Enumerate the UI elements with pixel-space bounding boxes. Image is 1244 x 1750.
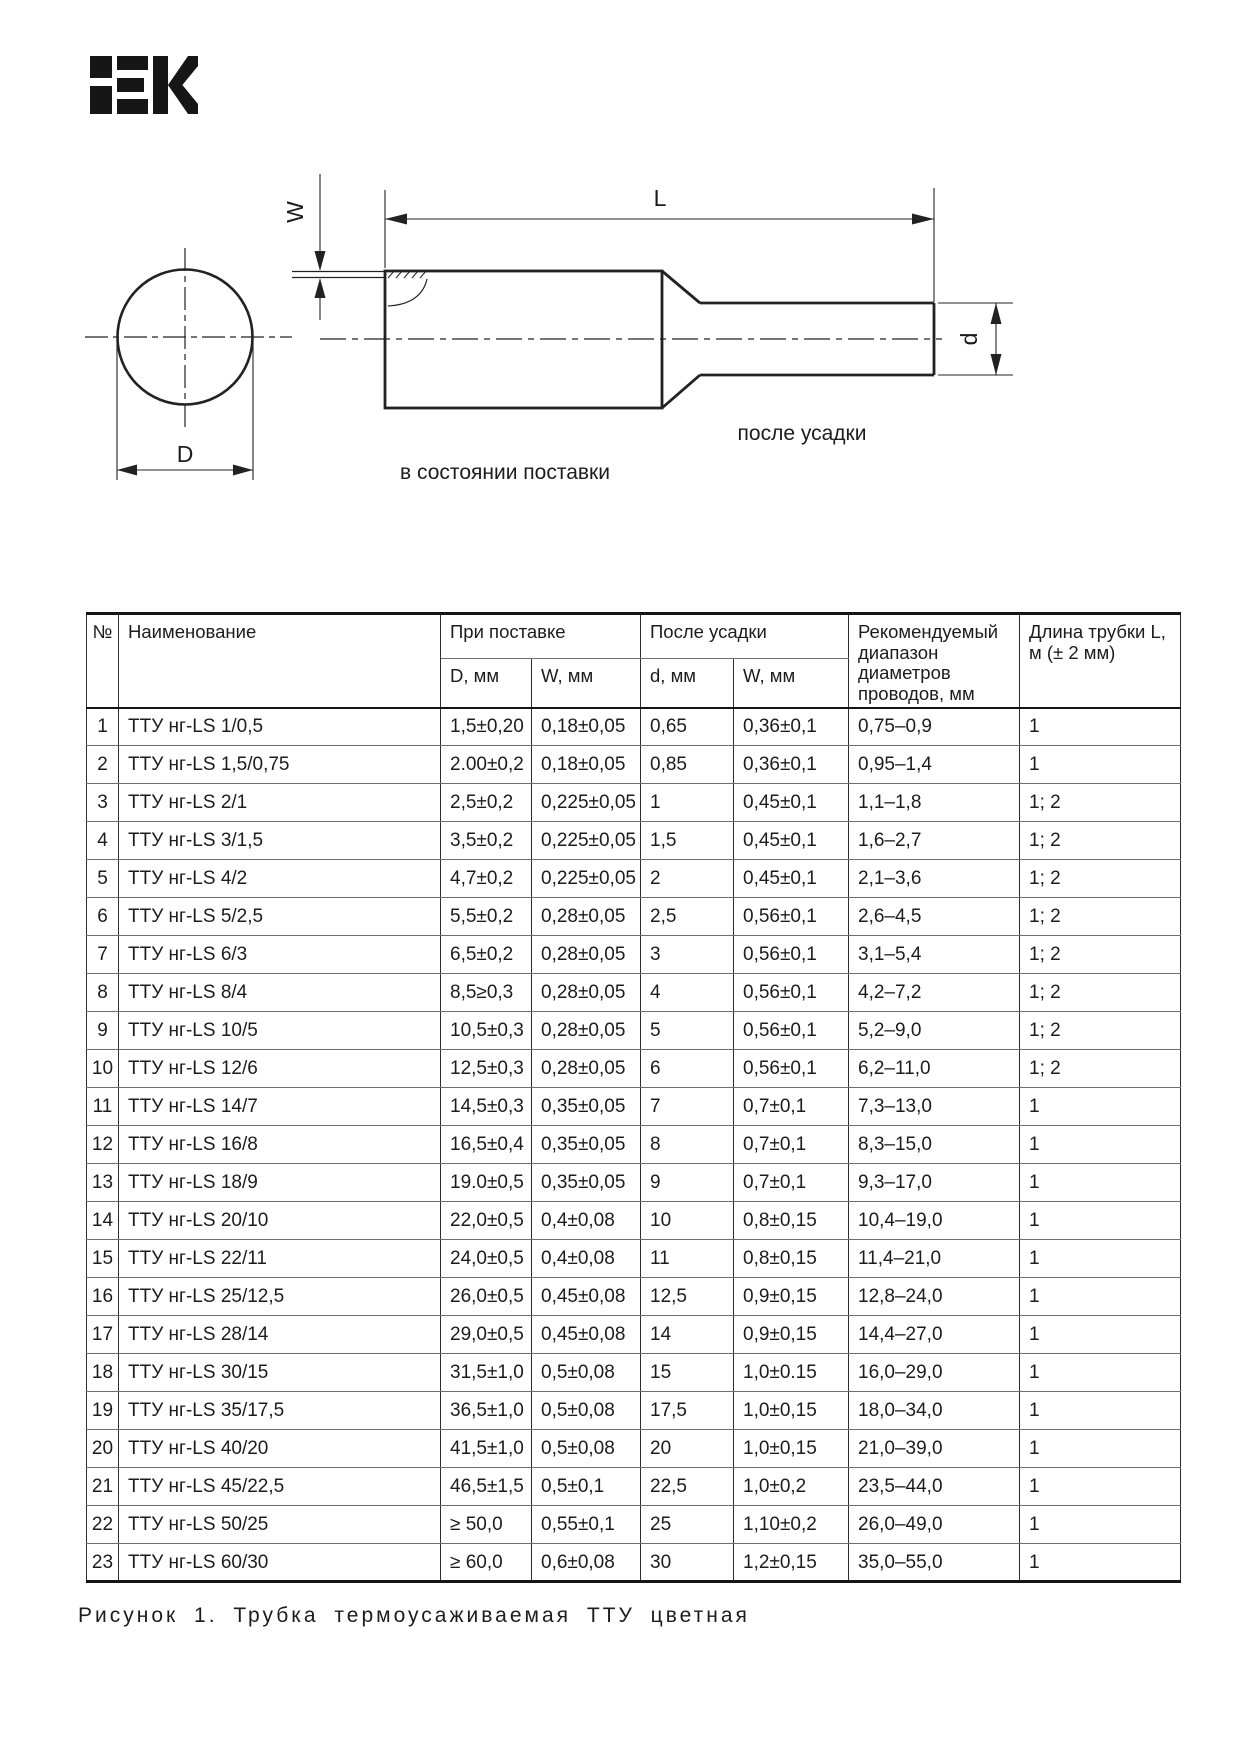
wire-range-value: 1,6–2,7: [849, 822, 1020, 860]
shrunk-w-value: 0,56±0,1: [734, 1012, 849, 1050]
supply-w-value: 0,4±0,08: [532, 1240, 641, 1278]
supply-w-value: 0,5±0,08: [532, 1392, 641, 1430]
wire-range-value: 16,0–29,0: [849, 1354, 1020, 1392]
tube-length-value: 1: [1020, 1164, 1181, 1202]
supply-w-value: 0,18±0,05: [532, 708, 641, 746]
tube-length-value: 1; 2: [1020, 860, 1181, 898]
header-shrunk-d: d, мм: [641, 659, 734, 708]
shrunk-d-value: 25: [641, 1506, 734, 1544]
wire-range-value: 10,4–19,0: [849, 1202, 1020, 1240]
row-number: 7: [87, 936, 119, 974]
product-name: ТТУ нг-LS 18/9: [119, 1164, 441, 1202]
table-row: [87, 1240, 1181, 1278]
supply-w-value: 0,225±0,05: [532, 860, 641, 898]
shrunk-d-value: 1: [641, 784, 734, 822]
supply-d-value: 29,0±0,5: [441, 1316, 532, 1354]
product-name: ТТУ нг-LS 35/17,5: [119, 1392, 441, 1430]
shrunk-w-value: 0,8±0,15: [734, 1240, 849, 1278]
shrunk-d-value: 2: [641, 860, 734, 898]
shrunk-d-value: 6: [641, 1050, 734, 1088]
shrunk-d-value: 3: [641, 936, 734, 974]
dim-label-l: L: [653, 185, 667, 211]
shrunk-w-value: 1,2±0,15: [734, 1544, 849, 1582]
product-name: ТТУ нг-LS 8/4: [119, 974, 441, 1012]
supply-w-value: 0,28±0,05: [532, 936, 641, 974]
wire-range-value: 3,1–5,4: [849, 936, 1020, 974]
shrunk-d-value: 20: [641, 1430, 734, 1468]
tube-length-value: 1: [1020, 1544, 1181, 1582]
shrunk-w-value: 1,0±0,15: [734, 1392, 849, 1430]
shrunk-d-value: 4: [641, 974, 734, 1012]
supply-w-value: 0,225±0,05: [532, 822, 641, 860]
shrunk-d-value: 0,85: [641, 746, 734, 784]
supply-w-value: 0,5±0,1: [532, 1468, 641, 1506]
table-row: [87, 1316, 1181, 1354]
header-supply-w: W, мм: [532, 659, 641, 708]
product-name: ТТУ нг-LS 12/6: [119, 1050, 441, 1088]
shrunk-w-value: 1,0±0,15: [734, 1430, 849, 1468]
shrunk-d-value: 2,5: [641, 898, 734, 936]
shrunk-w-value: 0,56±0,1: [734, 974, 849, 1012]
shrunk-d-value: 17,5: [641, 1392, 734, 1430]
shrunk-d-value: 12,5: [641, 1278, 734, 1316]
table-row: [87, 936, 1181, 974]
tube-length-value: 1; 2: [1020, 898, 1181, 936]
supply-d-value: 4,7±0,2: [441, 860, 532, 898]
iek-logo-graphic: [90, 56, 198, 114]
label-after-shrink: после усадки: [737, 422, 867, 445]
tube-length-value: 1: [1020, 1430, 1181, 1468]
product-name: ТТУ нг-LS 3/1,5: [119, 822, 441, 860]
shrunk-w-value: 0,45±0,1: [734, 860, 849, 898]
wire-range-value: 7,3–13,0: [849, 1088, 1020, 1126]
supply-w-value: 0,28±0,05: [532, 1012, 641, 1050]
header-supply-d: D, мм: [441, 659, 532, 708]
shrunk-w-value: 1,0±0,2: [734, 1468, 849, 1506]
row-number: 22: [87, 1506, 119, 1544]
shrunk-w-value: 0,8±0,15: [734, 1202, 849, 1240]
header-shrunk-w: W, мм: [734, 659, 849, 708]
supply-w-value: 0,55±0,1: [532, 1506, 641, 1544]
row-number: 9: [87, 1012, 119, 1050]
wire-range-value: 18,0–34,0: [849, 1392, 1020, 1430]
supply-d-value: 24,0±0,5: [441, 1240, 532, 1278]
table-row: [87, 1126, 1181, 1164]
product-name: ТТУ нг-LS 10/5: [119, 1012, 441, 1050]
supply-d-value: 8,5≥0,3: [441, 974, 532, 1012]
row-number: 5: [87, 860, 119, 898]
supply-w-value: 0,28±0,05: [532, 898, 641, 936]
supply-w-value: 0,45±0,08: [532, 1316, 641, 1354]
header-after-shrink: После усадки: [641, 614, 849, 659]
table-row: [87, 898, 1181, 936]
dim-label-w: W: [282, 201, 308, 223]
supply-w-value: 0,6±0,08: [532, 1544, 641, 1582]
product-name: ТТУ нг-LS 6/3: [119, 936, 441, 974]
supply-d-value: 19.0±0,5: [441, 1164, 532, 1202]
shrunk-w-value: 0,56±0,1: [734, 936, 849, 974]
tube-length-value: 1: [1020, 1354, 1181, 1392]
tube-length-value: 1: [1020, 1468, 1181, 1506]
tube-length-value: 1; 2: [1020, 1012, 1181, 1050]
tube-length-value: 1: [1020, 708, 1181, 746]
row-number: 6: [87, 898, 119, 936]
figure-caption: Рисунок 1. Трубка термоусаживаемая ТТУ цветная: [78, 1604, 750, 1627]
shrunk-d-value: 8: [641, 1126, 734, 1164]
spec-table-body: [87, 708, 1181, 1582]
table-row: [87, 1088, 1181, 1126]
row-number: 15: [87, 1240, 119, 1278]
tube-length-value: 1; 2: [1020, 936, 1181, 974]
shrunk-w-value: 0,36±0,1: [734, 746, 849, 784]
wire-range-value: 9,3–17,0: [849, 1164, 1020, 1202]
supply-d-value: 26,0±0,5: [441, 1278, 532, 1316]
row-number: 14: [87, 1202, 119, 1240]
shrunk-d-value: 14: [641, 1316, 734, 1354]
wire-range-value: 21,0–39,0: [849, 1430, 1020, 1468]
table-row: [87, 860, 1181, 898]
supply-d-value: 1,5±0,20: [441, 708, 532, 746]
row-number: 1: [87, 708, 119, 746]
supply-w-value: 0,225±0,05: [532, 784, 641, 822]
table-row: [87, 746, 1181, 784]
shrunk-w-value: 0,56±0,1: [734, 898, 849, 936]
shrunk-w-value: 0,36±0,1: [734, 708, 849, 746]
row-number: 21: [87, 1468, 119, 1506]
row-number: 8: [87, 974, 119, 1012]
table-row: [87, 784, 1181, 822]
tube-length-value: 1: [1020, 1202, 1181, 1240]
row-number: 20: [87, 1430, 119, 1468]
supply-d-value: 5,5±0,2: [441, 898, 532, 936]
tube-length-value: 1: [1020, 746, 1181, 784]
shrunk-w-value: 0,56±0,1: [734, 1050, 849, 1088]
wire-range-value: 0,75–0,9: [849, 708, 1020, 746]
table-row: [87, 708, 1181, 746]
product-name: ТТУ нг-LS 40/20: [119, 1430, 441, 1468]
row-number: 10: [87, 1050, 119, 1088]
supply-d-value: 10,5±0,3: [441, 1012, 532, 1050]
tube-length-value: 1; 2: [1020, 1050, 1181, 1088]
product-name: ТТУ нг-LS 50/25: [119, 1506, 441, 1544]
table-row: [87, 1468, 1181, 1506]
supply-d-value: 3,5±0,2: [441, 822, 532, 860]
spec-table-container: [86, 612, 1180, 1583]
supply-d-value: ≥ 50,0: [441, 1506, 532, 1544]
product-name: ТТУ нг-LS 5/2,5: [119, 898, 441, 936]
supply-d-value: 14,5±0,3: [441, 1088, 532, 1126]
shrunk-d-value: 1,5: [641, 822, 734, 860]
supply-w-value: 0,35±0,05: [532, 1088, 641, 1126]
iek-logo: [90, 56, 198, 114]
supply-w-value: 0,5±0,08: [532, 1354, 641, 1392]
row-number: 2: [87, 746, 119, 784]
wire-range-value: 2,6–4,5: [849, 898, 1020, 936]
supply-d-value: 12,5±0,3: [441, 1050, 532, 1088]
table-row: [87, 1012, 1181, 1050]
shrunk-d-value: 11: [641, 1240, 734, 1278]
wire-range-value: 2,1–3,6: [849, 860, 1020, 898]
wire-range-value: 35,0–55,0: [849, 1544, 1020, 1582]
table-row: [87, 974, 1181, 1012]
tube-length-value: 1: [1020, 1278, 1181, 1316]
shrunk-w-value: 0,7±0,1: [734, 1164, 849, 1202]
supply-w-value: 0,35±0,05: [532, 1126, 641, 1164]
row-number: 19: [87, 1392, 119, 1430]
tube-length-value: 1: [1020, 1392, 1181, 1430]
supply-d-value: 31,5±1,0: [441, 1354, 532, 1392]
shrunk-d-value: 5: [641, 1012, 734, 1050]
shrunk-w-value: 0,45±0,1: [734, 784, 849, 822]
shrunk-w-value: 0,45±0,1: [734, 822, 849, 860]
dim-label-small-d: d: [956, 332, 982, 346]
shrunk-d-value: 15: [641, 1354, 734, 1392]
wire-range-value: 26,0–49,0: [849, 1506, 1020, 1544]
tube-length-value: 1: [1020, 1240, 1181, 1278]
row-number: 11: [87, 1088, 119, 1126]
supply-d-value: 6,5±0,2: [441, 936, 532, 974]
row-number: 16: [87, 1278, 119, 1316]
supply-w-value: 0,18±0,05: [532, 746, 641, 784]
header-num: №: [87, 614, 119, 708]
tube-length-value: 1; 2: [1020, 822, 1181, 860]
product-name: ТТУ нг-LS 28/14: [119, 1316, 441, 1354]
product-name: ТТУ нг-LS 1,5/0,75: [119, 746, 441, 784]
supply-w-value: 0,45±0,08: [532, 1278, 641, 1316]
product-name: ТТУ нг-LS 2/1: [119, 784, 441, 822]
table-row: [87, 1392, 1181, 1430]
product-name: ТТУ нг-LS 16/8: [119, 1126, 441, 1164]
shrunk-w-value: 0,7±0,1: [734, 1088, 849, 1126]
header-at-delivery: При поставке: [441, 614, 641, 659]
shrunk-w-value: 0,9±0,15: [734, 1316, 849, 1354]
supply-d-value: 46,5±1,5: [441, 1468, 532, 1506]
tube-length-value: 1: [1020, 1126, 1181, 1164]
wire-range-value: 6,2–11,0: [849, 1050, 1020, 1088]
table-row: [87, 1202, 1181, 1240]
shrunk-d-value: 7: [641, 1088, 734, 1126]
shrunk-d-value: 9: [641, 1164, 734, 1202]
supply-d-value: 2,5±0,2: [441, 784, 532, 822]
product-name: ТТУ нг-LS 22/11: [119, 1240, 441, 1278]
table-row: [87, 1506, 1181, 1544]
product-name: ТТУ нг-LS 30/15: [119, 1354, 441, 1392]
product-name: ТТУ нг-LS 25/12,5: [119, 1278, 441, 1316]
row-number: 3: [87, 784, 119, 822]
wire-range-value: 4,2–7,2: [849, 974, 1020, 1012]
table-row: [87, 1430, 1181, 1468]
product-name: ТТУ нг-LS 1/0,5: [119, 708, 441, 746]
row-number: 17: [87, 1316, 119, 1354]
shrunk-w-value: 1,10±0,2: [734, 1506, 849, 1544]
supply-w-value: 0,28±0,05: [532, 974, 641, 1012]
dim-label-big-d: D: [176, 441, 194, 467]
header-wire-range: Рекомендуемый диапазон диаметров проводов, мм: [849, 614, 1020, 708]
supply-d-value: 22,0±0,5: [441, 1202, 532, 1240]
tube-length-value: 1: [1020, 1506, 1181, 1544]
header-tube-length: Длина трубки L, м (± 2 мм): [1020, 614, 1181, 708]
product-name: ТТУ нг-LS 60/30: [119, 1544, 441, 1582]
tube-length-value: 1; 2: [1020, 784, 1181, 822]
table-row: [87, 1050, 1181, 1088]
supply-d-value: ≥ 60,0: [441, 1544, 532, 1582]
spec-table-header: [87, 614, 1181, 708]
shrunk-d-value: 10: [641, 1202, 734, 1240]
spec-table: [86, 612, 1181, 1583]
shrunk-w-value: 0,9±0,15: [734, 1278, 849, 1316]
wire-range-value: 23,5–44,0: [849, 1468, 1020, 1506]
table-row: [87, 1278, 1181, 1316]
table-row: [87, 1164, 1181, 1202]
wire-range-value: 11,4–21,0: [849, 1240, 1020, 1278]
tube-length-value: 1; 2: [1020, 974, 1181, 1012]
supply-d-value: 41,5±1,0: [441, 1430, 532, 1468]
supply-w-value: 0,5±0,08: [532, 1430, 641, 1468]
shrunk-d-value: 22,5: [641, 1468, 734, 1506]
product-name: ТТУ нг-LS 4/2: [119, 860, 441, 898]
product-name: ТТУ нг-LS 20/10: [119, 1202, 441, 1240]
wire-range-value: 14,4–27,0: [849, 1316, 1020, 1354]
row-number: 13: [87, 1164, 119, 1202]
row-number: 18: [87, 1354, 119, 1392]
label-as-supplied: в состоянии поставки: [400, 461, 610, 484]
wire-range-value: 0,95–1,4: [849, 746, 1020, 784]
supply-d-value: 16,5±0,4: [441, 1126, 532, 1164]
supply-w-value: 0,4±0,08: [532, 1202, 641, 1240]
shrunk-w-value: 0,7±0,1: [734, 1126, 849, 1164]
wire-range-value: 12,8–24,0: [849, 1278, 1020, 1316]
product-name: ТТУ нг-LS 45/22,5: [119, 1468, 441, 1506]
row-number: 23: [87, 1544, 119, 1582]
supply-d-value: 36,5±1,0: [441, 1392, 532, 1430]
shrunk-d-value: 0,65: [641, 708, 734, 746]
shrunk-w-value: 1,0±0.15: [734, 1354, 849, 1392]
row-number: 4: [87, 822, 119, 860]
table-row: [87, 822, 1181, 860]
supply-w-value: 0,35±0,05: [532, 1164, 641, 1202]
shrunk-d-value: 30: [641, 1544, 734, 1582]
supply-d-value: 2.00±0,2: [441, 746, 532, 784]
tube-length-value: 1: [1020, 1088, 1181, 1126]
technical-drawing: [0, 140, 1244, 500]
table-row: [87, 1354, 1181, 1392]
product-name: ТТУ нг-LS 14/7: [119, 1088, 441, 1126]
header-name: Наименование: [119, 614, 441, 708]
tube-length-value: 1: [1020, 1316, 1181, 1354]
wire-range-value: 1,1–1,8: [849, 784, 1020, 822]
supply-w-value: 0,28±0,05: [532, 1050, 641, 1088]
wire-range-value: 5,2–9,0: [849, 1012, 1020, 1050]
wire-range-value: 8,3–15,0: [849, 1126, 1020, 1164]
table-row: [87, 1544, 1181, 1582]
row-number: 12: [87, 1126, 119, 1164]
